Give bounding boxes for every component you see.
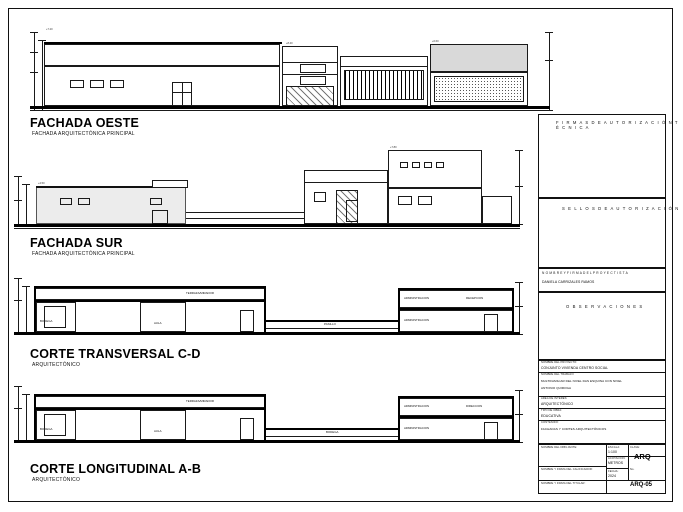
room-label-administracion-longitudinal-2: ADMINISTRACION [404,426,430,430]
room-label-bodega-longitudinal: BODEGA [40,427,53,431]
title-fachada-oeste: FACHADA OESTE [30,116,140,130]
drawing-sheet: +7.20 +8.40 +6.60 FACHADA OESTE FACHADA ARQUITECTÓNICA PRINCIPAL +4.50 +7.80 FACHADA SUR FACHADA ARQUITECTÓNICA PRINCIPAL TERRAZA/MIRADOR BODEGA AULA PASILLO ADMINISTRACION RECEPCION ADMINISTRACION CORTE TRANSVERSAL C-D ARQUITECTÓNICO TERRAZA/MIRADOR BODEGA AULA BODEGA ADMINISTRACION DIRECCION ADMINISTRACION CORTE LONGITUDINAL A-B ARQUITECTÓNICO F I R M A S D E A U T O R I Z A C I Ó N T É C N I C A S E L L O S D E A U T O R I Z A C I Ó N N O M B R E Y F I R M A D E L P R O Y E C T I S T A DANIELA CARRIZALES RAMOS O B S E R V A C I O N E S NOMBRE DEL PROYECTO: CONJUNTO VIVIENDA CENTRO SOCIAL NOMBRE DEL TRABAJO: MULTIFAMILIAR DEL NIVEL DAS ESQUINA CON NIVEL ANTONIO QUIROGA AREA DE INTERES: ARQUITECTÓNICO TIPO DE OBRA: EDUCATIVA CONTENIDO: FACHADAS Y CORTES ARQUITECTÓNICOS NOMBRE DEL DIBUJANTE: NOMBRE Y FIRMA DEL CALIFICADOR: NOMBRE Y FIRMA DEL TITULAR: ESCALA: 1:100 ACOTACIÓN: METROS FECHA: 2024 CLAVE: ARQ No. ARQ-05 [0,0,683,512]
titular-caption: NOMBRE Y FIRMA DEL TITULAR: [541,482,586,485]
fecha-value: 2024 [608,474,616,478]
escala-value: 1:100 [608,450,617,454]
row-value-3: ANTONIO QUIROGA [541,386,572,390]
row-caption-6: CONTENIDO: [541,421,559,424]
clave-caption: CLAVE: [630,446,640,449]
room-label-terraza-longitudinal: TERRAZA/MIRADOR [186,399,214,403]
observaciones-label: O B S E R V A C I O N E S [566,304,644,309]
room-label-bodega2-longitudinal: BODEGA [326,430,339,434]
calificador-caption: NOMBRE Y FIRMA DEL CALIFICADOR: [541,468,593,471]
acotacion-caption: ACOTACIÓN: [608,457,626,460]
proyectista-name: DANIELA CARRIZALES RAMOS [542,280,595,284]
sellos-label: S E L L O S D E A U T O R I Z A C I Ó N [562,206,680,211]
row-value-5: EDUCATIVA [541,414,561,418]
title-corte-transversal: CORTE TRANSVERSAL C-D [30,347,201,361]
row-value-0: CONJUNTO VIVIENDA CENTRO SOCIAL [541,366,609,370]
title-fachada-sur: FACHADA SUR [30,236,123,250]
room-label-aula-transversal: AULA [154,321,162,325]
subtitle-fachada-oeste: FACHADA ARQUITECTÓNICA PRINCIPAL [32,131,135,137]
room-label-direccion-longitudinal: DIRECCION [466,404,483,408]
fecha-caption: FECHA: [608,470,619,473]
room-label-pasillo-transversal: PASILLO [324,322,336,326]
room-label-aula-longitudinal: AULA [154,429,162,433]
row-value-6: FACHADAS Y CORTES ARQUITECTÓNICOS [541,427,607,431]
room-label-bodega-transversal: BODEGA [40,319,53,323]
plano-caption: No. [630,468,635,471]
room-label-recepcion-transversal: RECEPCION [466,296,484,300]
title-corte-longitudinal: CORTE LONGITUDINAL A-B [30,462,202,476]
acotacion-value: METROS [608,461,624,465]
subtitle-corte-transversal: ARQUITECTÓNICO [32,362,81,368]
row-caption-5: TIPO DE OBRA: [541,409,563,412]
row-caption-1: NOMBRE DEL TRABAJO: [541,373,575,376]
room-label-administracion-transversal-2: ADMINISTRACION [404,318,430,322]
subtitle-fachada-sur: FACHADA ARQUITECTÓNICA PRINCIPAL [32,251,135,257]
room-label-administracion-longitudinal-1: ADMINISTRACION [404,404,430,408]
row-caption-4: AREA DE INTERES: [541,397,568,400]
row-value-2: MULTIFAMILIAR DEL NIVEL DAS ESQUINA CON NIVEL [541,379,623,383]
plano-value: ARQ-05 [630,482,653,488]
clave-value: ARQ [634,452,651,461]
room-label-terraza-transversal: TERRAZA/MIRADOR [186,291,214,295]
row-caption-0: NOMBRE DEL PROYECTO: [541,361,578,364]
escala-caption: ESCALA: [608,446,621,449]
row-value-4: ARQUITECTÓNICO [541,402,574,406]
dibujante-caption: NOMBRE DEL DIBUJANTE: [541,446,578,449]
proyectista-label: N O M B R E Y F I R M A D E L P R O Y E C T I S T A [542,271,628,275]
subtitle-corte-longitudinal: ARQUITECTÓNICO [32,477,81,483]
firmas-label: F I R M A S D E A U T O R I Z A C I Ó N T É C N I C A [556,120,679,130]
observaciones-box [538,292,666,360]
room-label-administracion-transversal-1: ADMINISTRACION [404,296,430,300]
